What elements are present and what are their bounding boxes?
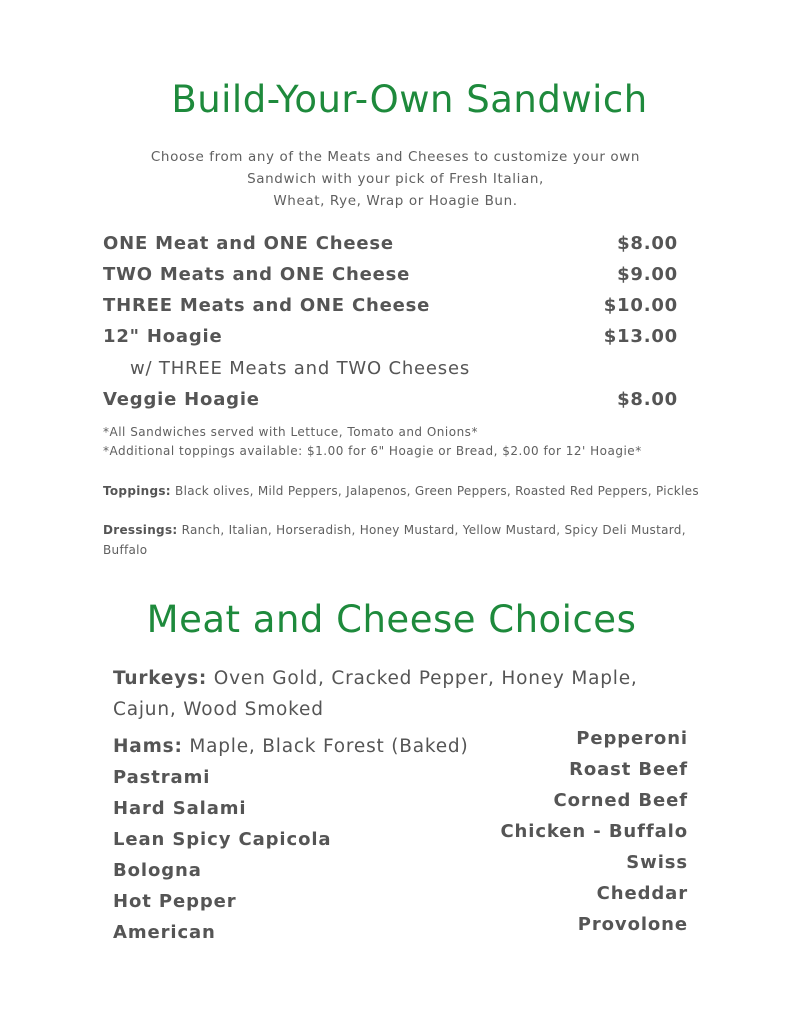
price-item-price: $10.00 — [603, 295, 678, 316]
hoagie-subtext: w/ THREE Meats and TWO Cheeses — [130, 358, 471, 379]
intro-line: Sandwich with your pick of Fresh Italian, — [247, 171, 544, 187]
cheese-item-cheddar: Cheddar — [596, 883, 688, 904]
price-item-name: THREE Meats and ONE Cheese — [103, 295, 431, 316]
meat-cheese-title: Meat and Cheese Choices — [146, 598, 637, 641]
hams-text: Maple, Black Forest (Baked) — [189, 736, 469, 757]
price-row-12-hoagie — [103, 326, 678, 354]
price-item-price: $8.00 — [617, 389, 678, 410]
cheese-item-provolone: Provolone — [577, 914, 688, 935]
price-item-price: $8.00 — [617, 233, 678, 254]
build-your-own-title: Build-Your-Own Sandwich — [171, 78, 648, 121]
price-row-three-meats — [103, 295, 678, 323]
price-row-one-meat — [103, 233, 678, 261]
toppings-text: Black olives, Mild Peppers, Jalapenos, Green Peppers, Roasted Red Peppers, Pickles — [175, 484, 699, 498]
dressings-text: Ranch, Italian, Horseradish, Honey Mustard, Yellow Mustard, Spicy Deli Mustard, Buffalo — [103, 523, 686, 557]
meat-item-chicken-buffalo: Chicken - Buffalo — [500, 821, 688, 842]
turkeys-text: Oven Gold, Cracked Pepper, Honey Maple, — [213, 668, 638, 689]
price-item-name: Veggie Hoagie — [103, 389, 260, 410]
dressings-paragraph — [103, 521, 703, 560]
turkeys-line — [113, 668, 638, 689]
dressings-label: Dressings: — [103, 523, 178, 537]
meat-item-corned-beef: Corned Beef — [553, 790, 688, 811]
turkeys-line-2: Cajun, Wood Smoked — [113, 699, 324, 720]
meat-item-pepperoni: Pepperoni — [576, 728, 688, 749]
price-item-name: ONE Meat and ONE Cheese — [103, 233, 394, 254]
intro-line: Choose from any of the Meats and Cheeses to customize your own — [150, 149, 641, 165]
price-row-veggie-hoagie — [103, 389, 678, 417]
meat-item-capicola: Lean Spicy Capicola — [113, 829, 332, 850]
meat-item-roast-beef: Roast Beef — [569, 759, 688, 780]
hams-label: Hams: — [113, 736, 183, 757]
meat-item-bologna: Bologna — [113, 860, 202, 881]
hams-line — [113, 736, 469, 757]
cheese-item-american: American — [113, 922, 216, 943]
meat-item-hard-salami: Hard Salami — [113, 798, 247, 819]
meat-item-hot-pepper: Hot Pepper — [113, 891, 237, 912]
price-item-price: $13.00 — [603, 326, 678, 347]
toppings-paragraph — [103, 482, 703, 502]
toppings-label: Toppings: — [103, 484, 171, 498]
intro-text — [0, 146, 791, 212]
price-item-name: 12" Hoagie — [103, 326, 223, 347]
meat-item-pastrami: Pastrami — [113, 767, 211, 788]
turkeys-label: Turkeys: — [113, 668, 208, 689]
served-with-note: *All Sandwiches served with Lettuce, Tomato and Onions* — [103, 425, 478, 439]
additional-toppings-note: *Additional toppings available: $1.00 for 6" Hoagie or Bread, $2.00 for 12' Hoagie* — [103, 444, 642, 458]
cheese-item-swiss: Swiss — [626, 852, 688, 873]
price-item-name: TWO Meats and ONE Cheese — [103, 264, 411, 285]
price-row-two-meats — [103, 264, 678, 292]
intro-line: Wheat, Rye, Wrap or Hoagie Bun. — [273, 193, 518, 209]
price-item-price: $9.00 — [617, 264, 678, 285]
